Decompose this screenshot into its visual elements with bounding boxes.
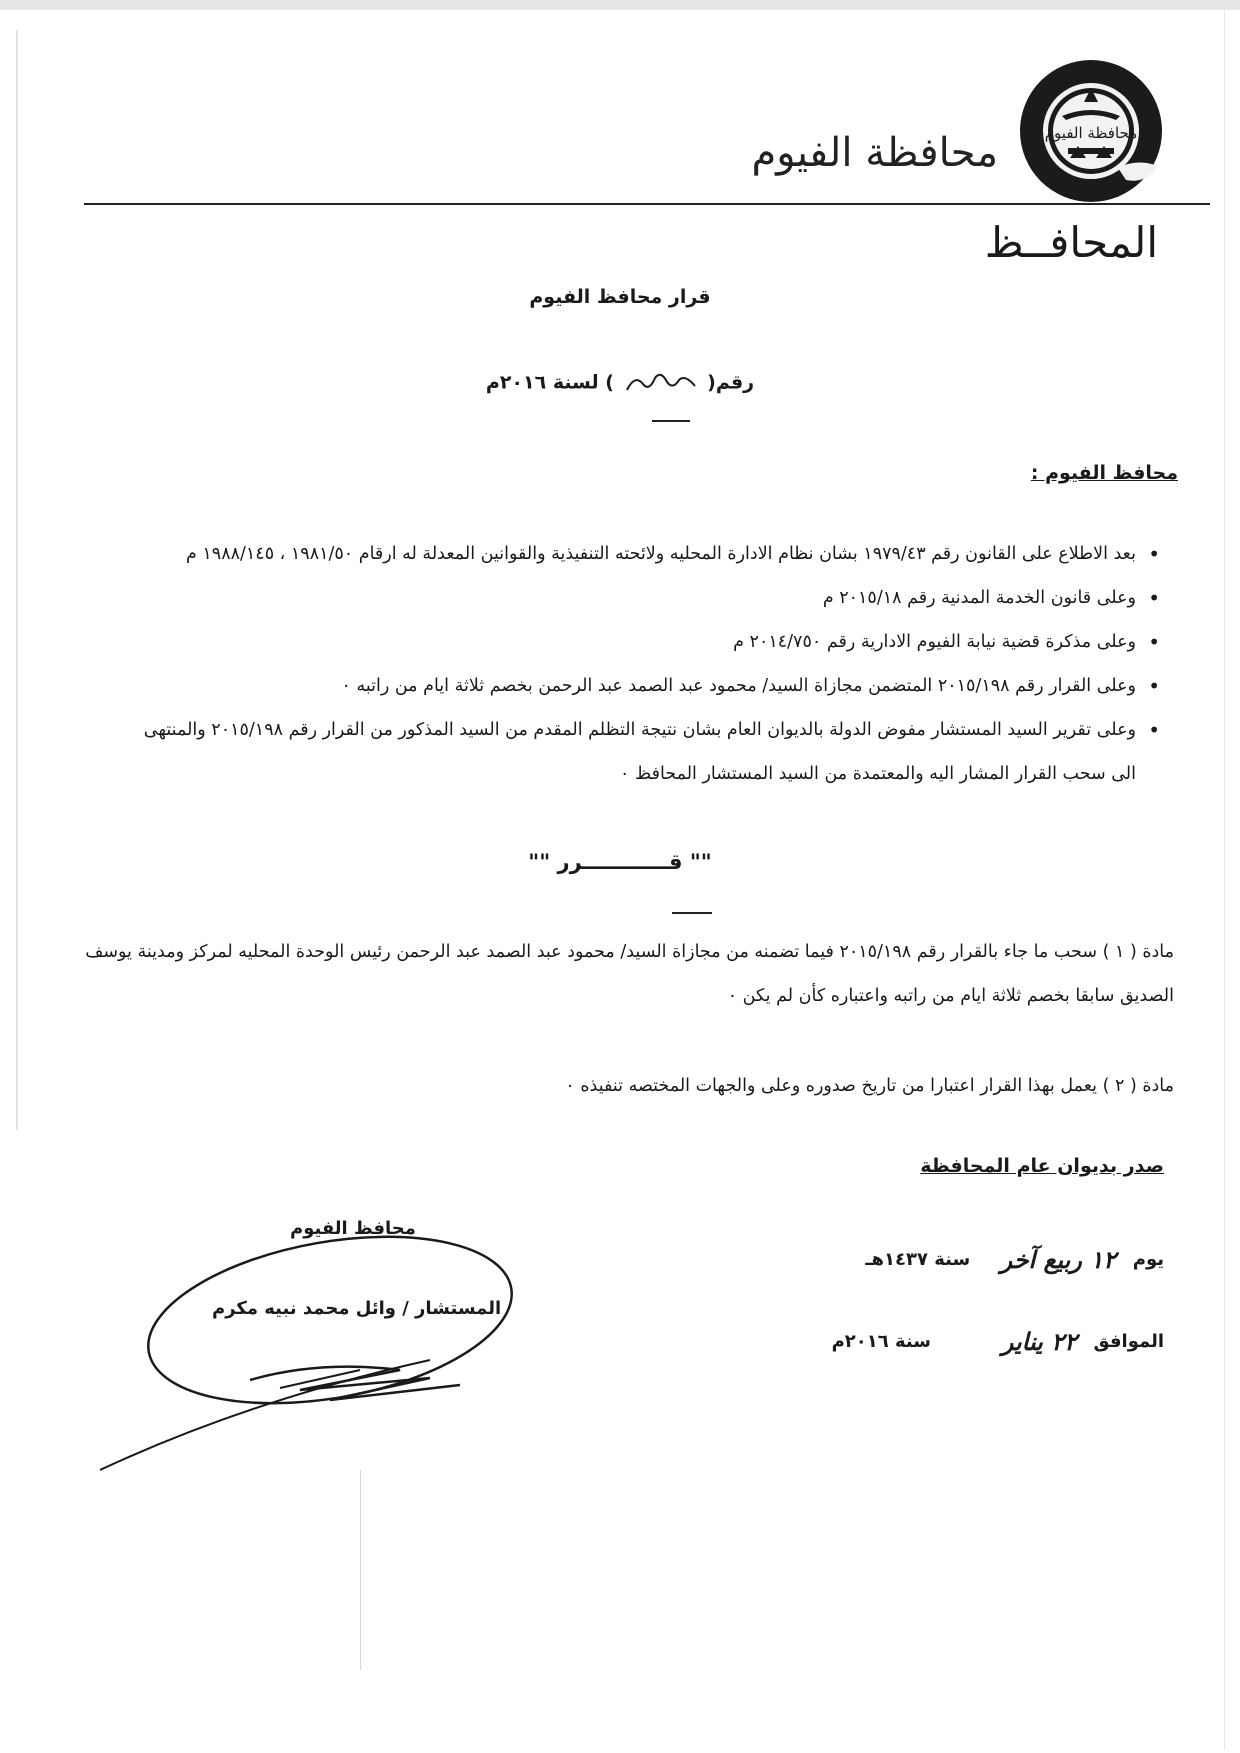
decides-dash (672, 912, 712, 914)
scan-mark-bottom (360, 1470, 361, 1670)
list-item: • وعلى القرار رقم ٢٠١٥/١٩٨ المتضمن مجازاة السيد/ محمود عبد الصمد عبد الرحمن بخصم ثلاثة ايام من راتبه ٠ (120, 664, 1160, 708)
decision-number-prefix: رقم( (707, 371, 755, 394)
date-hijri-year: سنة ١٤٣٧هـ (865, 1249, 971, 1270)
handwritten-date-gregorian (937, 1322, 1087, 1362)
issued-at: صدر بديوان عام المحافظة (920, 1155, 1164, 1177)
date-gregorian (832, 1322, 1164, 1362)
date-hijri (865, 1240, 1164, 1280)
scan-edge-top (0, 0, 1240, 10)
logo-text: محافظة الفيوم (1044, 124, 1138, 142)
date-hijri-prefix: يوم (1132, 1249, 1164, 1270)
handwritten-date-hijri (976, 1240, 1126, 1280)
header-divider (84, 203, 1210, 205)
date-greg-year: سنة ٢٠١٦م (831, 1331, 931, 1352)
office-title: المحافــظ (984, 218, 1158, 267)
article-2: مادة ( ٢ ) يعمل بهذا القرار اعتبارا من تاريخ صدوره وعلى والجهات المختصه تنفيذه ٠ (565, 1076, 1174, 1096)
governorate-name: محافظة الفيوم (751, 130, 998, 176)
decides-heading: "" قــــــــــــرر "" (528, 850, 712, 874)
title-dash (652, 420, 690, 422)
list-item: • وعلى قانون الخدمة المدنية رقم ٢٠١٥/١٨ م (120, 576, 1160, 620)
signatory-name: المستشار / وائل محمد نبيه مكرم (212, 1298, 502, 1319)
signatory-title: محافظ الفيوم (290, 1218, 416, 1239)
decision-number (0, 368, 1240, 398)
scan-edge-left (16, 30, 18, 1130)
governorate-emblem-icon (1018, 58, 1164, 204)
decision-title: قرار محافظ الفيوم (529, 286, 711, 308)
list-item: • بعد الاطلاع على القانون رقم ١٩٧٩/٤٣ بشان نظام الادارة المحليه ولائحته التنفيذية والقوانين المعدلة له ارقام ١٩٨١/٥٠ ، ١٩٨٨/١٤٥ م (120, 532, 1160, 576)
list-item: • وعلى تقرير السيد المستشار مفوض الدولة بالديوان العام بشان نتيجة التظلم المقدم من السيد المذكور من القرار رقم ٢٠١٥/١٩٨ والمنتهى الى سحب القرار المشار اليه والمعتمدة من السيد المستشار المحافظ ٠ (120, 708, 1160, 796)
date-greg-prefix: الموافق (1093, 1331, 1164, 1352)
scan-edge-right (1224, 10, 1225, 1750)
handwritten-number-icon (621, 368, 701, 398)
article-1: مادة ( ١ ) سحب ما جاء بالقرار رقم ٢٠١٥/١٩٨ فيما تضمنه من مجازاة السيد/ محمود عبد الصمد عبد الرحمن رئيس الوحدة المحليه لمركز ومدينة يوسف الصديق سابقا بخصم ثلاثة ايام من راتبه واعتباره كأن لم يكن ٠ (85, 942, 1174, 1006)
handwritten-date-hijri-text: ١٢ ربيع آخر (1000, 1245, 1117, 1274)
decision-number-suffix: ) لسنة ٢٠١٦م (485, 371, 614, 394)
preamble-list (120, 532, 1160, 796)
list-item: • وعلى مذكرة قضية نيابة الفيوم الادارية رقم ٢٠١٤/٧٥٠ م (120, 620, 1160, 664)
preamble-heading: محافظ الفيوم : (1030, 462, 1178, 484)
handwritten-signature (100, 1220, 540, 1490)
handwritten-date-greg-text: ٢٢ يناير (1001, 1327, 1078, 1356)
